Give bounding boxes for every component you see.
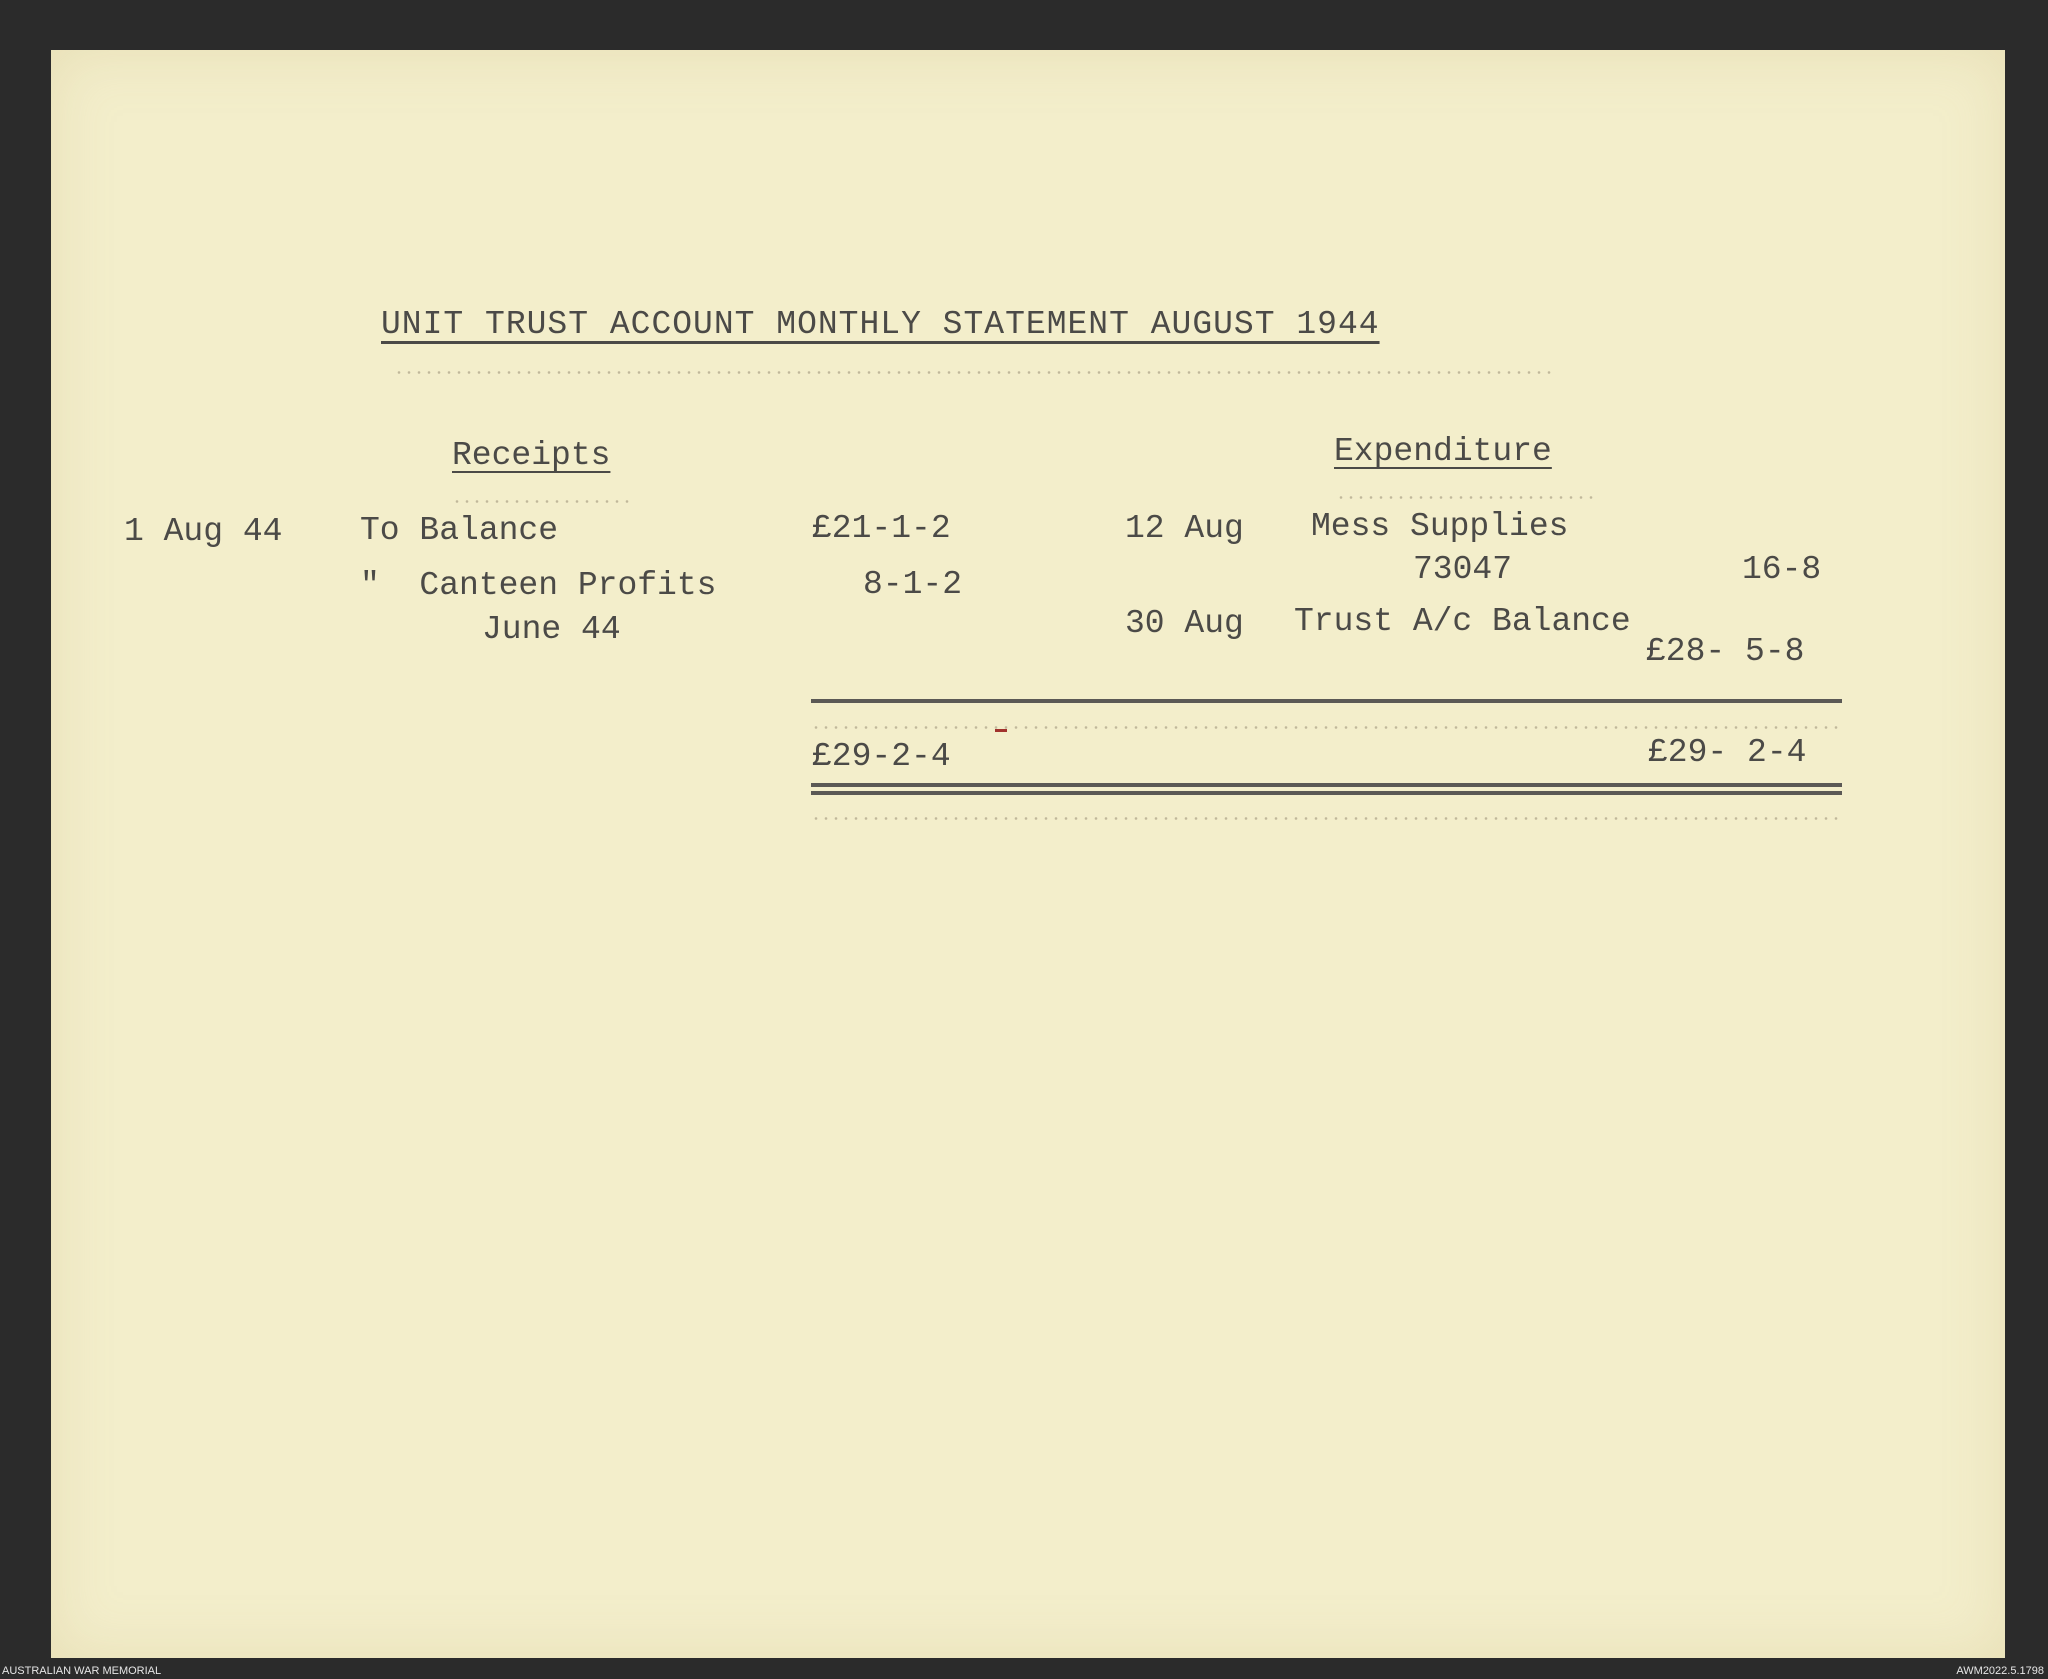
receipt-row-2-amount: 8-1-2: [863, 566, 963, 603]
ink-mark: [995, 729, 1007, 732]
receipt-row-1-description: To Balance: [360, 512, 559, 549]
receipts-heading: Receipts: [452, 437, 611, 474]
receipt-row-1-amount: £21-1-2: [812, 510, 951, 547]
expenditure-row-1-description: Mess Supplies: [1311, 508, 1569, 545]
statement-paper: [51, 50, 2005, 1658]
expenditure-heading-dots: [1336, 496, 1594, 499]
expenditure-total: £29- 2-4: [1648, 734, 1807, 771]
expenditure-row-2-date: 30 Aug: [1125, 605, 1244, 642]
receipt-row-1-date: 1 Aug 44: [124, 513, 283, 550]
title-divider: [394, 371, 1554, 374]
footer-right: AWM2022.5.1798: [1956, 1665, 2044, 1677]
receipts-heading-dots: [452, 500, 632, 503]
receipts-total: £29-2-4: [812, 738, 951, 775]
total-top-dots: [811, 726, 1842, 729]
expenditure-row-1-date: 12 Aug: [1125, 510, 1244, 547]
page-title: UNIT TRUST ACCOUNT MONTHLY STATEMENT AUGUST 1944: [381, 306, 1380, 343]
total-double-rule-1: [811, 783, 1842, 787]
receipt-row-2-description: " Canteen Profits: [360, 567, 717, 604]
expenditure-row-1-reference: 73047: [1413, 551, 1513, 588]
expenditure-row-2-amount: £28- 5-8: [1646, 633, 1805, 670]
total-bottom-dots: [811, 817, 1842, 820]
expenditure-row-2-description: Trust A/c Balance: [1294, 603, 1631, 640]
expenditure-heading: Expenditure: [1334, 433, 1552, 470]
expenditure-row-1-amount: 16-8: [1742, 551, 1822, 588]
total-double-rule-2: [811, 791, 1842, 795]
total-top-rule: [811, 699, 1842, 703]
footer-left: AUSTRALIAN WAR MEMORIAL: [2, 1665, 162, 1677]
receipt-row-2-description-line2: June 44: [482, 611, 621, 648]
